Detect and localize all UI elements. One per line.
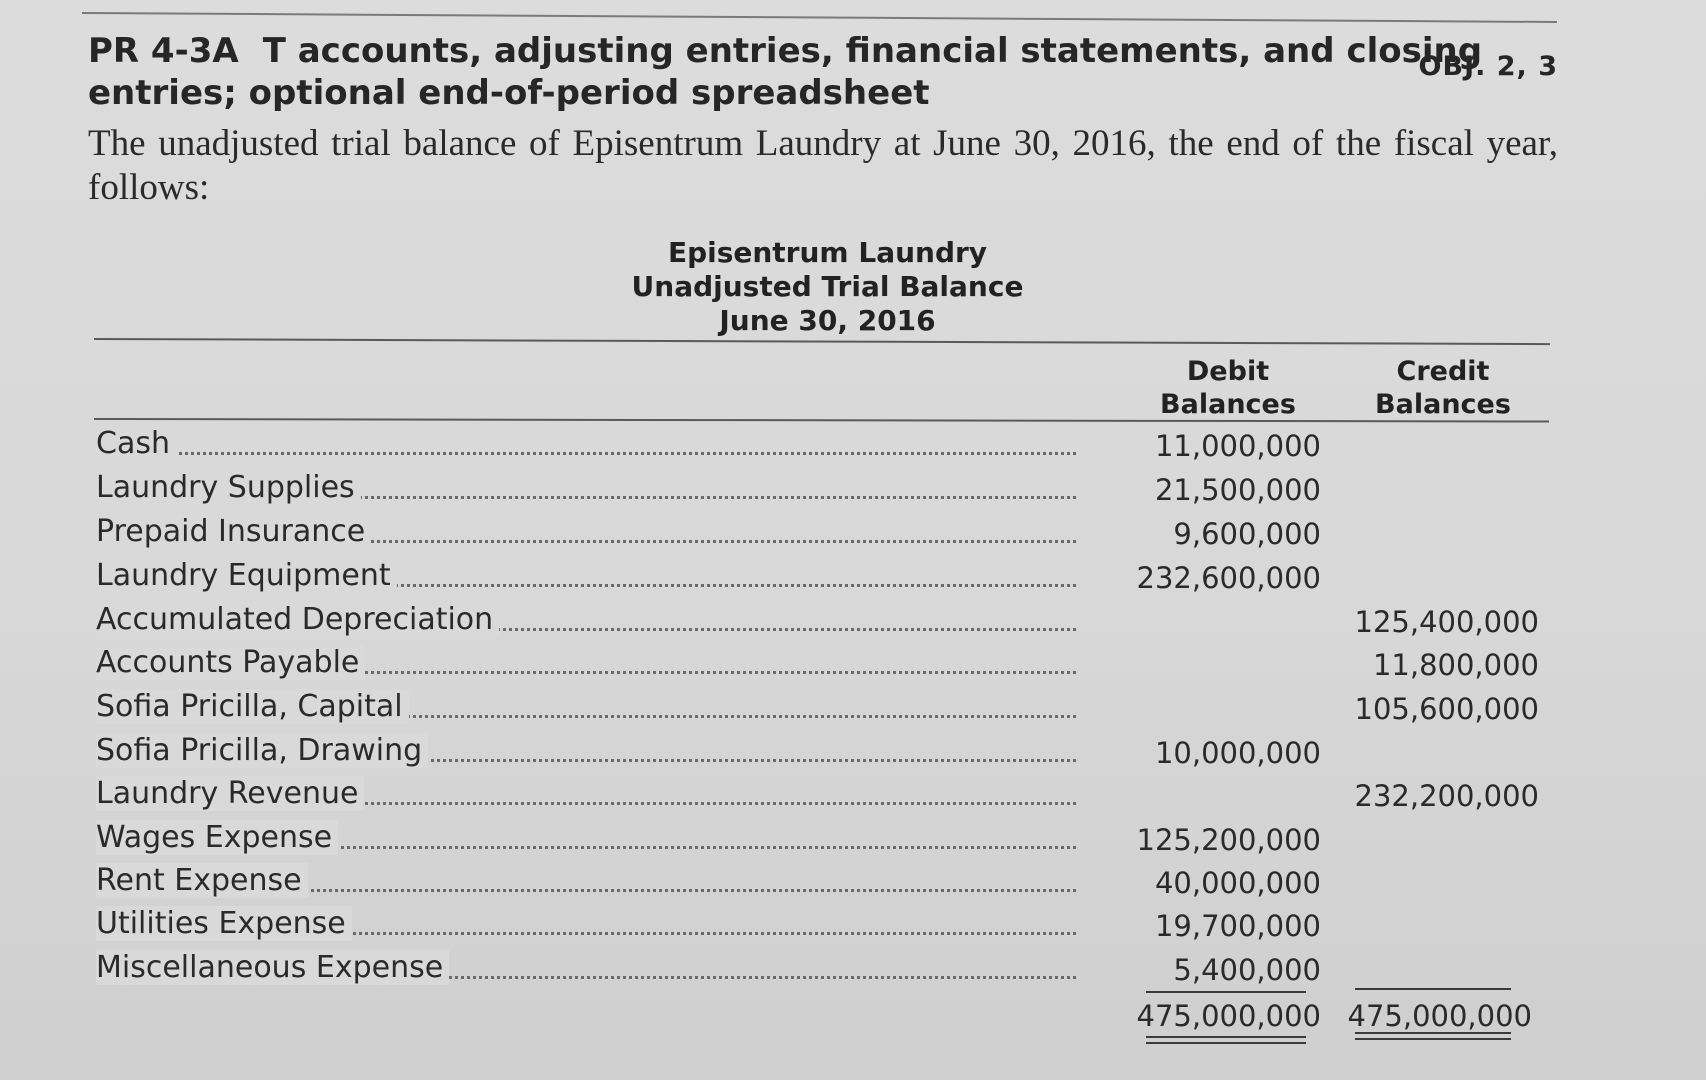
account-name: Utilities Expense (96, 906, 352, 941)
account-name: Laundry Revenue (96, 776, 364, 811)
debit-amount: 9,600,000 (1173, 517, 1321, 551)
problem-header (88, 30, 1558, 114)
account-name: Accumulated Depreciation (96, 602, 499, 637)
debit-amount: 5,400,000 (1173, 953, 1321, 987)
account-name: Sofia Pricilla, Capital (96, 689, 409, 724)
account-name: Laundry Equipment (96, 558, 397, 593)
table-row (96, 904, 1556, 946)
debit-amount: 232,600,000 (1136, 561, 1321, 595)
credit-header-line1: Credit (1396, 356, 1490, 387)
debit-amount: 40,000,000 (1154, 866, 1321, 900)
column-header-rule (94, 418, 1549, 423)
credit-amount: 232,200,000 (1354, 779, 1539, 813)
debit-amount: 19,700,000 (1154, 909, 1321, 943)
debit-amount: 125,200,000 (1136, 823, 1321, 857)
credit-column-header (1343, 355, 1543, 421)
table-row (96, 512, 1556, 554)
trial-balance-heading (560, 236, 1095, 338)
statement-date: June 30, 2016 (719, 304, 936, 337)
account-name: Accounts Payable (96, 645, 365, 680)
account-name: Rent Expense (96, 863, 308, 898)
account-name: Wages Expense (96, 820, 338, 855)
account-name: Cash (96, 426, 176, 461)
credit-header-line2: Balances (1375, 389, 1511, 420)
debit-total: 475,000,000 (1136, 999, 1321, 1033)
debit-header-line1: Debit (1186, 356, 1270, 387)
debit-column-header (1128, 355, 1328, 421)
credit-amount: 11,800,000 (1372, 648, 1539, 682)
totals-row (96, 994, 1556, 1036)
credit-amount: 105,600,000 (1354, 692, 1539, 726)
heading-rule (94, 338, 1550, 345)
table-row (96, 600, 1556, 642)
top-rule (82, 12, 1557, 23)
table-row (96, 424, 1556, 466)
credit-amount: 125,400,000 (1354, 605, 1539, 639)
table-row (96, 818, 1556, 860)
debit-amount: 11,000,000 (1154, 429, 1321, 463)
problem-id: PR 4-3A (88, 31, 239, 71)
intro-paragraph: The unadjusted trial balance of Episentrum Laundry at June 30, 2016, the end of the fiscal year, follows: (88, 123, 1558, 208)
table-row (96, 643, 1556, 685)
debit-total-double-rule (1146, 1036, 1306, 1044)
problem-title: T accounts, adjusting entries, financial statements, and closing entries; optional end-of-period spreadsheet (88, 31, 1483, 113)
credit-total: 475,000,000 (1347, 999, 1532, 1033)
table-row (96, 731, 1556, 773)
table-row (96, 861, 1556, 903)
account-name: Prepaid Insurance (96, 514, 371, 549)
debit-amount: 21,500,000 (1154, 473, 1321, 507)
credit-total-double-rule (1355, 1032, 1511, 1040)
debit-subtotal-rule (1146, 991, 1306, 993)
account-name: Laundry Supplies (96, 470, 361, 505)
credit-subtotal-rule (1355, 988, 1511, 990)
company-name: Episentrum Laundry (667, 236, 988, 269)
account-name: Sofia Pricilla, Drawing (96, 733, 428, 768)
debit-amount: 10,000,000 (1154, 736, 1321, 770)
account-name: Miscellaneous Expense (96, 950, 449, 985)
table-row (96, 948, 1556, 990)
table-row (96, 687, 1556, 729)
objective-label: OBJ. 2, 3 (1418, 51, 1558, 82)
table-row (96, 556, 1556, 598)
statement-name: Unadjusted Trial Balance (631, 270, 1024, 303)
table-row (96, 774, 1556, 816)
table-row (96, 468, 1556, 510)
debit-header-line2: Balances (1160, 389, 1296, 420)
